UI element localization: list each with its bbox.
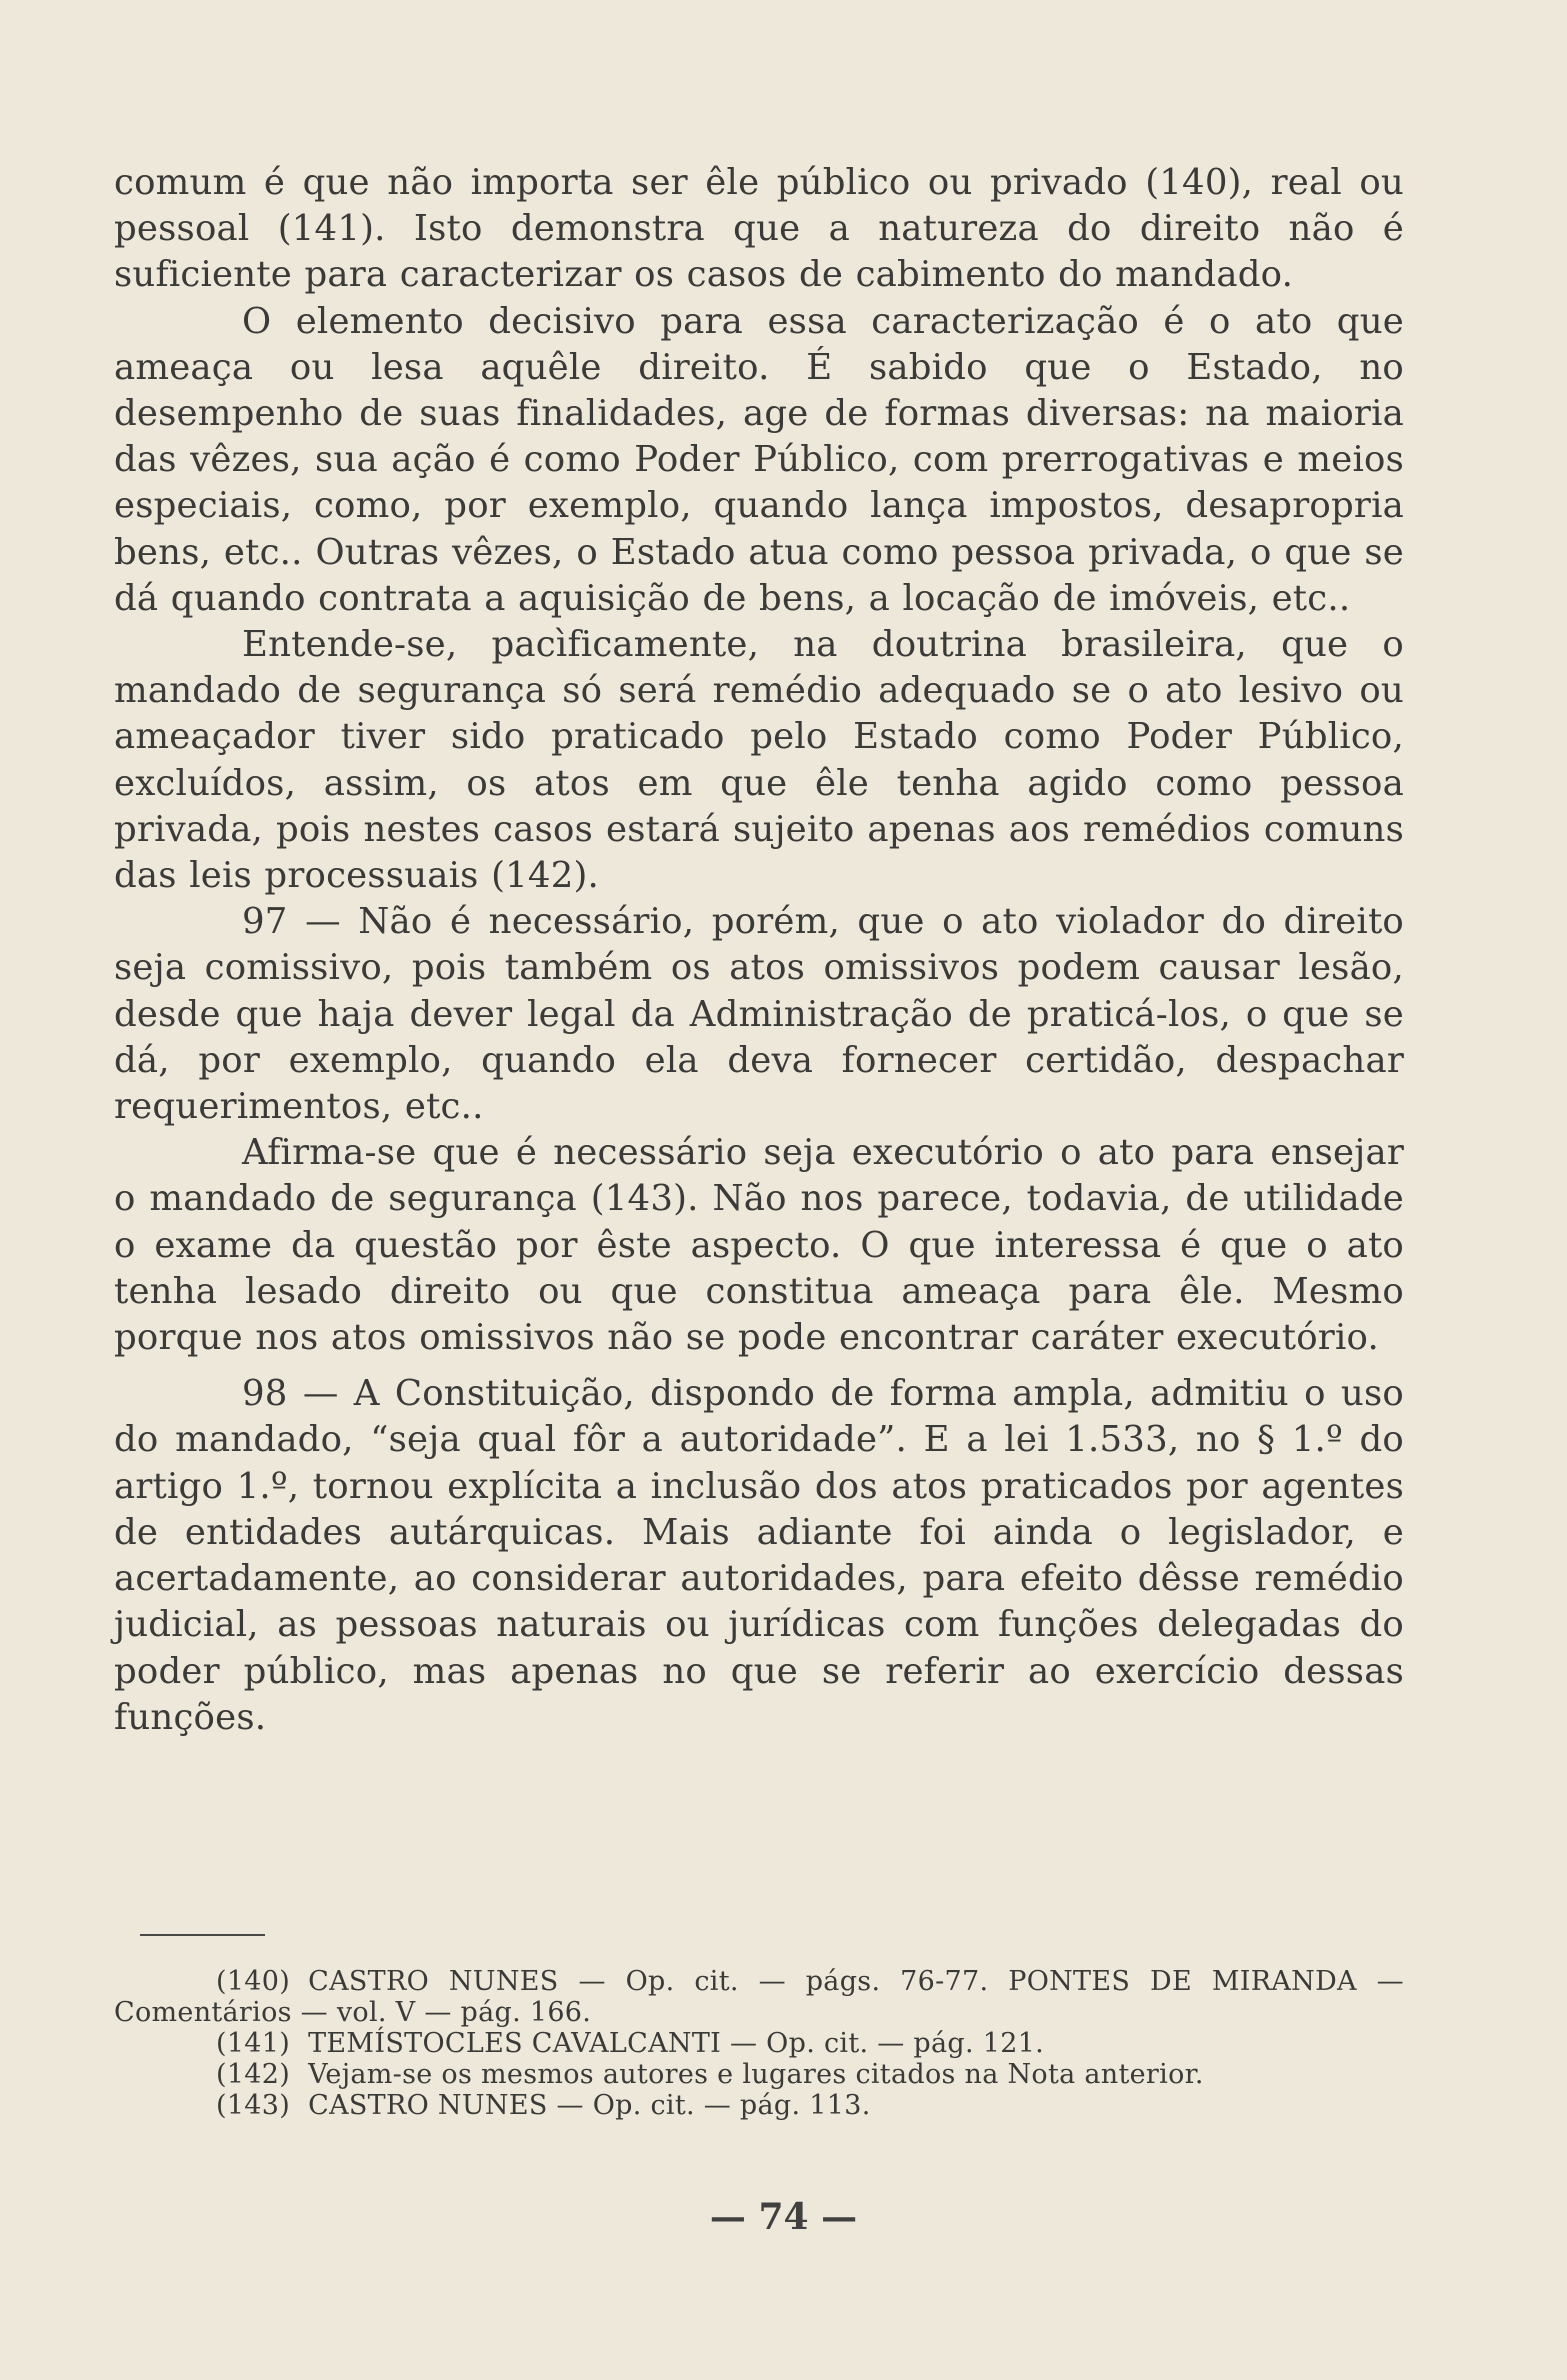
- footnote-text: CASTRO NUNES — Op. cit. — pág. 113.: [308, 2090, 871, 2121]
- footnote: [114, 2059, 1404, 2090]
- paragraph: Entende-se, pacìficamente, na doutrina brasileira, que o mandado de segurança só será remédio adequado se o ato lesivo ou ameaçador tiver sido praticado pelo Estado como Poder Público, excluídos, assim, os atos em que êle tenha agido como pessoa privada, pois nestes casos estará sujeito apenas aos remédios comuns das leis processuais (142).: [114, 624, 1404, 897]
- paragraph: Afirma-se que é necessário seja executório o ato para ensejar o mandado de segurança (143). Não nos parece, todavia, de utilidade o exame da questão por êste aspecto. O que interessa é que o ato tenha lesado direito ou que constitua ameaça para êle. Mesmo porque nos atos omissivos não se pode encontrar caráter executório.: [114, 1132, 1404, 1359]
- body-text: [114, 160, 1404, 1741]
- footnote: [114, 1966, 1404, 2028]
- footnote-number: (143): [216, 2090, 291, 2121]
- footnote-text: Vejam-se os mesmos autores e lugares citados na Nota anterior.: [308, 2059, 1204, 2090]
- page-body: [114, 160, 1404, 1741]
- footnote-number: (141): [216, 2028, 291, 2059]
- footnote-text: CASTRO NUNES — Op. cit. — págs. 76-77. PONTES DE MIRANDA — Comentários — vol. V — pág. 166.: [114, 1966, 1404, 2028]
- paragraph-section-97: 97 — Não é necessário, porém, que o ato violador do direito seja comissivo, pois também os atos omissivos podem causar lesão, desde que haja dever legal da Administração de praticá-los, o que se dá, por exemplo, quando ela deva fornecer certidão, despachar requerimentos, etc..: [114, 901, 1404, 1128]
- footnote-number: (142): [216, 2059, 291, 2090]
- paragraph-section-98: 98 — A Constituição, dispondo de forma ampla, admitiu o uso do mandado, “seja qual fôr a autoridade”. E a lei 1.533, no § 1.º do artigo 1.º, tornou explícita a inclusão dos atos praticados por agentes de entidades autárquicas. Mais adiante foi ainda o legislador, e acertadamente, ao considerar autoridades, para efeito dêsse remédio judicial, as pessoas naturais ou jurídicas com funções delegadas do poder público, mas apenas no que se referir ao exercício dessas funções.: [114, 1373, 1404, 1738]
- footnotes: [114, 1966, 1404, 2121]
- paragraph: comum é que não importa ser êle público ou privado (140), real ou pessoal (141). Isto demonstra que a natureza do direito não é suficiente para caracterizar os casos de cabimento do mandado.: [114, 162, 1404, 296]
- footnote-divider: [140, 1934, 265, 1936]
- footnote: [114, 2028, 1404, 2059]
- footnote-text: TEMÍSTOCLES CAVALCANTI — Op. cit. — pág. 121.: [308, 2028, 1045, 2059]
- page-number: — 74 —: [709, 2196, 858, 2238]
- footnote-number: (140): [216, 1966, 291, 1997]
- paragraph: O elemento decisivo para essa caracterização é o ato que ameaça ou lesa aquêle direito. É sabido que o Estado, no desempenho de suas finalidades, age de formas diversas: na maioria das vêzes, sua ação é como Poder Público, com prerrogativas e meios especiais, como, por exemplo, quando lança impostos, desapropria bens, etc.. Outras vêzes, o Estado atua como pessoa privada, o que se dá quando contrata a aquisição de bens, a locação de imóveis, etc..: [114, 300, 1404, 619]
- footnote: [114, 2090, 1404, 2121]
